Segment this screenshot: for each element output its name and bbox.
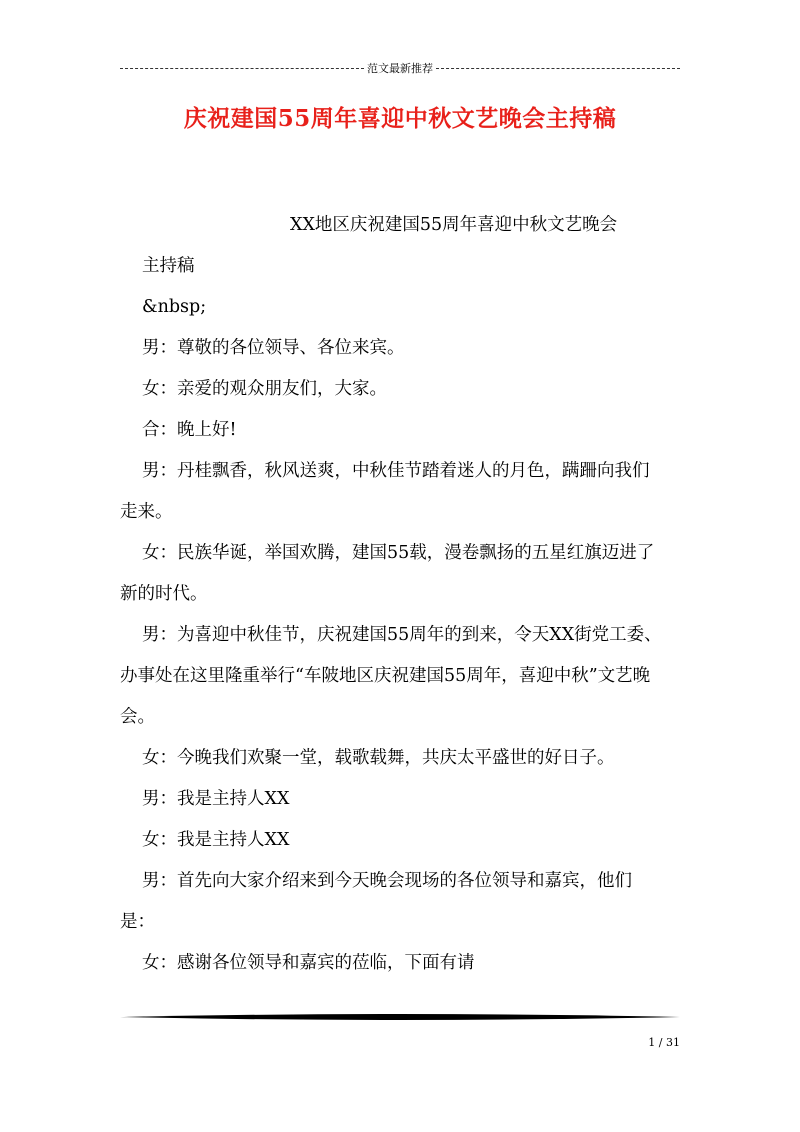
paragraph: 女：亲爱的观众朋友们，大家。 [142, 379, 387, 399]
header-rule [120, 60, 680, 76]
paragraph: 男：尊敬的各位领导、各位来宾。 [142, 338, 405, 358]
document-title: 庆祝建国55周年喜迎中秋文艺晚会主持稿 [183, 105, 617, 132]
subtitle-line-2: 主持稿 [142, 256, 195, 276]
paragraph: 女：我是主持人XX [142, 830, 290, 850]
header-label: 范文最新推荐 [367, 62, 433, 75]
paragraph: 女：今晚我们欢聚一堂，载歌载舞，共庆太平盛世的好日子。 [142, 748, 615, 768]
header-dash-right [436, 68, 680, 69]
paragraph: 男：丹桂飘香，秋风送爽，中秋佳节踏着迷人的月色，蹒跚向我们走来。 [120, 461, 650, 522]
paragraph: 男：我是主持人XX [142, 789, 290, 809]
paragraph: 男：首先向大家介绍来到今天晚会现场的各位领导和嘉宾，他们是： [120, 871, 632, 932]
document-body [120, 205, 665, 984]
paragraph: &nbsp; [142, 297, 207, 317]
paragraph: 男：为喜迎中秋佳节，庆祝建国55周年的到来，令天XX街党工委、办事处在这里隆重举行“车陂地区庆祝建国55周年，喜迎中秋”文艺晚会。 [120, 625, 662, 727]
page-number: 1 / 31 [648, 1036, 680, 1049]
paragraph: 女：民族华诞，举国欢腾，建国55载，漫卷飘扬的五星红旗迈进了新的时代。 [120, 543, 655, 604]
footer-rule [120, 1010, 680, 1024]
paragraph: 合：晚上好! [142, 420, 237, 440]
header-dash-left [120, 68, 364, 69]
paragraph: 女：感谢各位领导和嘉宾的莅临，下面有请 [142, 953, 475, 973]
subtitle-line-1: XX地区庆祝建国55周年喜迎中秋文艺晚会 [290, 215, 618, 235]
